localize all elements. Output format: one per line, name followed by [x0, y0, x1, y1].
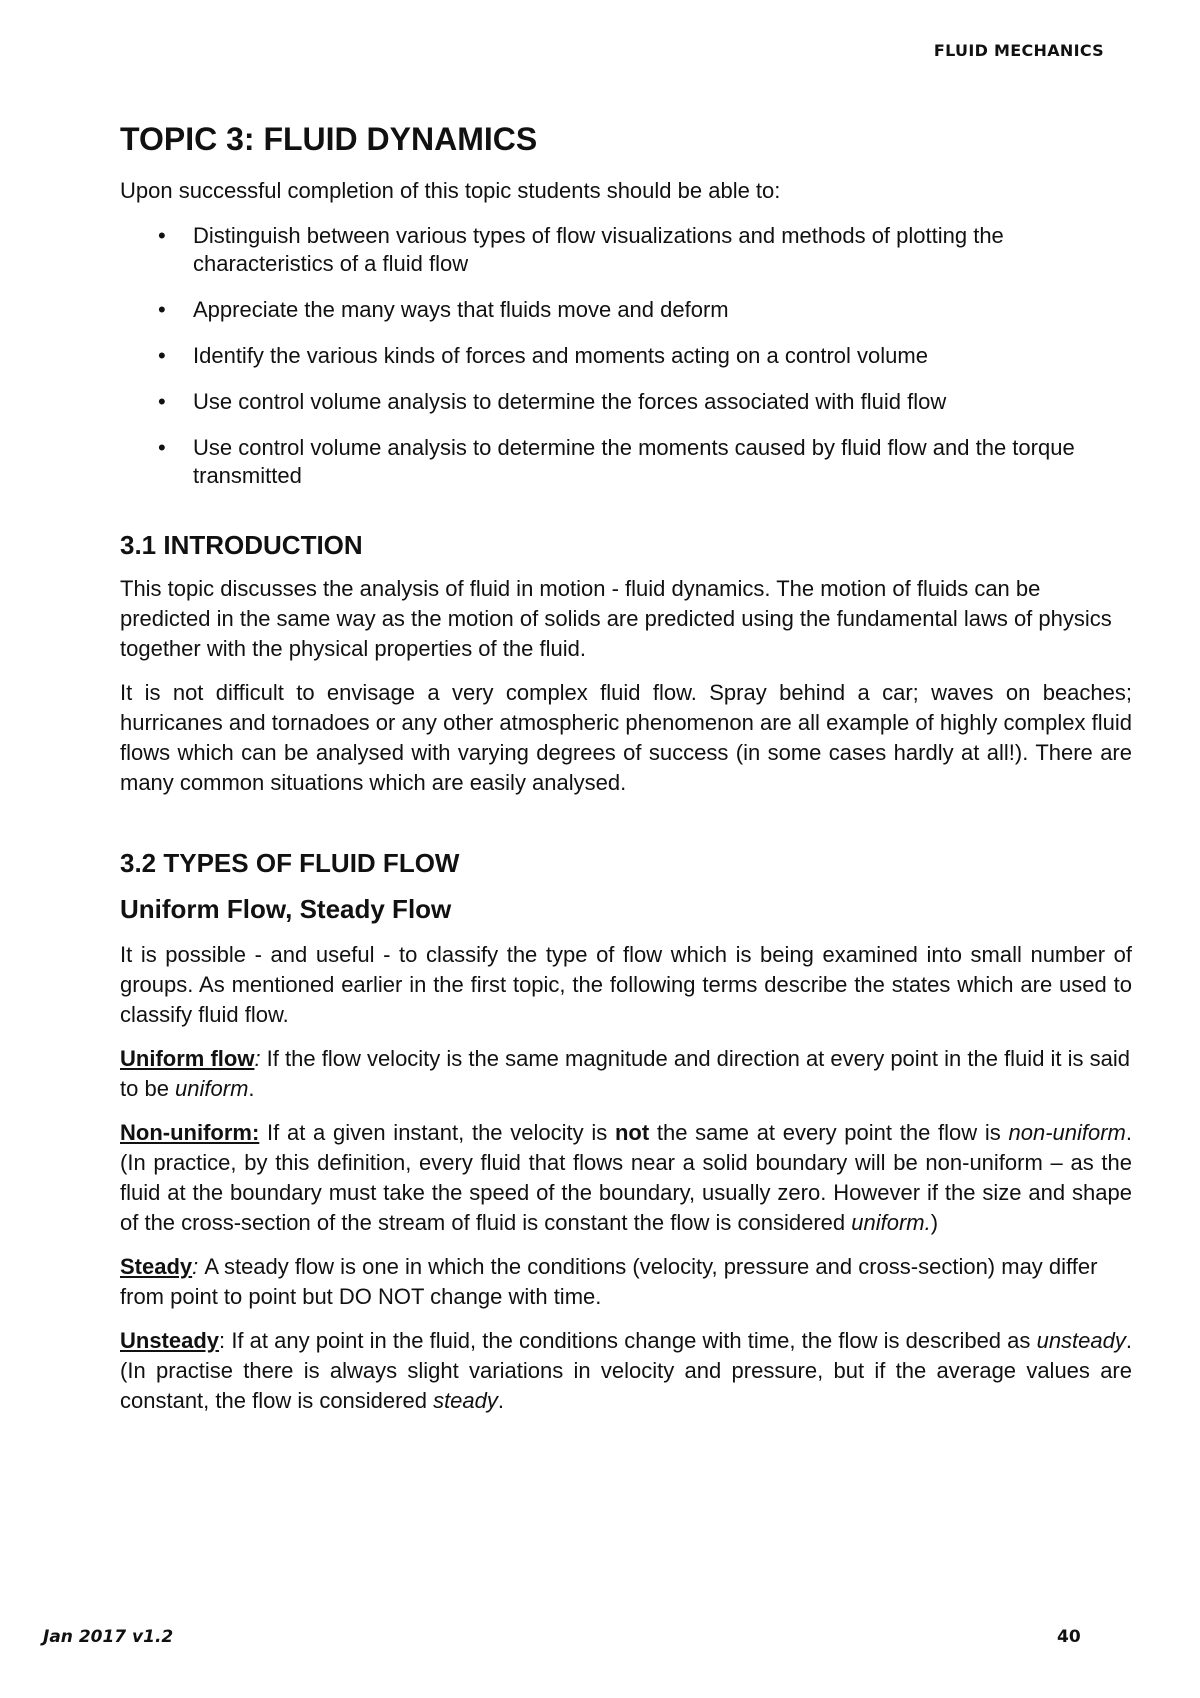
- list-item: • Appreciate the many ways that fluids move and deform: [158, 297, 729, 322]
- term-steady: Steady: [120, 1254, 193, 1279]
- bullet-icon: •: [158, 223, 166, 248]
- definition-unsteady: Unsteady: If at any point in the fluid, the conditions change with time, the flow is described as unsteady. (In practise there is always slight variations in velocity and pressure, but if the average values are constant, the flow is considered steady.: [120, 1328, 1132, 1413]
- list-item: • Use control volume analysis to determine the moments caused by fluid flow and the torque transmitted: [158, 435, 1075, 488]
- running-header: FLUID MECHANICS: [933, 41, 1104, 60]
- term-non-uniform: Non-uniform:: [120, 1120, 260, 1145]
- bullet-icon: •: [158, 343, 166, 368]
- list-item: • Identify the various kinds of forces and moments acting on a control volume: [158, 343, 928, 368]
- subheading-uniform-steady: Uniform Flow, Steady Flow: [120, 894, 452, 924]
- paragraph: It is possible - and useful - to classify the type of flow which is being examined into small number of groups. As mentioned earlier in the first topic, the following terms describe the states which are used to classify fluid flow.: [120, 942, 1132, 1027]
- bullet-icon: •: [158, 297, 166, 322]
- definition-steady: Steady: A steady flow is one in which the conditions (velocity, pressure and cross-section) may differ from point to point but DO NOT change with time.: [120, 1254, 1098, 1309]
- page-number: 40: [1057, 1627, 1081, 1647]
- section-heading-types-of-flow: 3.2 TYPES OF FLUID FLOW: [120, 848, 460, 878]
- definition-uniform: Uniform flow: If the flow velocity is the same magnitude and direction at every point in the fluid it is said to be uniform.: [120, 1046, 1131, 1101]
- bullet-icon: •: [158, 435, 166, 460]
- list-item: • Distinguish between various types of flow visualizations and methods of plotting the characteristics of a fluid flow: [158, 223, 1004, 276]
- page-content: [120, 118, 1132, 1416]
- paragraph: It is not difficult to envisage a very complex fluid flow. Spray behind a car; waves on beaches; hurricanes and tornadoes or any other atmospheric phenomenon are all example of highly complex fluid flows which can be analysed with varying degrees of success (in some cases hardly at all!). There are many common situations which are easily analysed.: [120, 680, 1132, 795]
- objectives-intro: Upon successful completion of this topic students should be able to:: [120, 178, 781, 203]
- definition-non-uniform: Non-uniform: If at a given instant, the velocity is not the same at every point the flow is non-uniform. (In practice, by this definition, every fluid that flows near a solid boundary will be non-uniform – as the fluid at the boundary must take the speed of the boundary, usually zero. However if the size and shape of the cross-section of the stream of fluid is constant the flow is considered uniform.): [120, 1120, 1132, 1235]
- bullet-icon: •: [158, 389, 166, 414]
- footer-version: Jan 2017 v1.2: [43, 1627, 174, 1647]
- paragraph: This topic discusses the analysis of fluid in motion - fluid dynamics. The motion of fluids can be predicted in the same way as the motion of solids are predicted using the fundamental laws of physics together with the physical properties of the fluid.: [120, 576, 1112, 661]
- section-heading-introduction: 3.1 INTRODUCTION: [120, 530, 363, 560]
- term-unsteady: Unsteady: [120, 1328, 220, 1353]
- objectives-list: [120, 222, 1132, 490]
- term-uniform-flow: Uniform flow: [120, 1046, 255, 1071]
- topic-title: TOPIC 3: FLUID DYNAMICS: [120, 121, 538, 157]
- list-item: • Use control volume analysis to determine the forces associated with fluid flow: [158, 389, 947, 414]
